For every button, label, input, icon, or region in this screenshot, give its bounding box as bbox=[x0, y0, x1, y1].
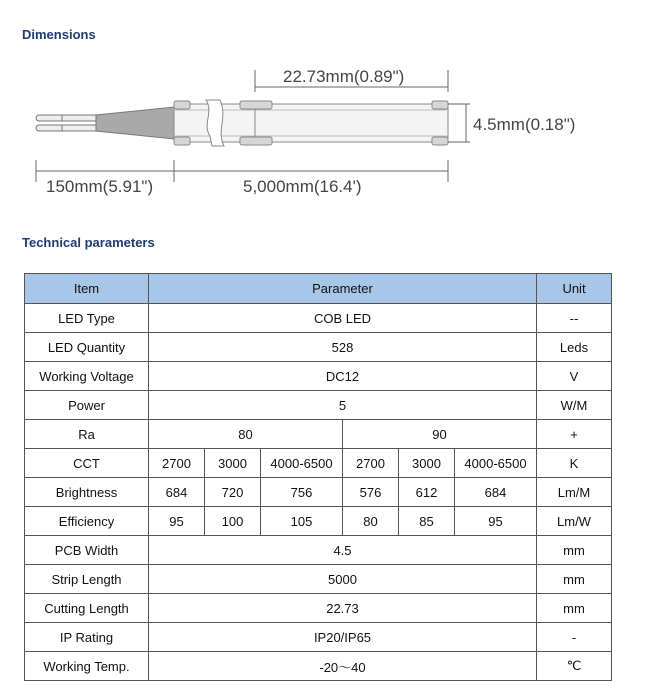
row-value: 2700 bbox=[343, 449, 399, 478]
wire-sleeve bbox=[96, 107, 174, 139]
row-unit: Lm/W bbox=[537, 507, 612, 536]
row-item: Strip Length bbox=[25, 565, 149, 594]
table-row bbox=[25, 594, 612, 623]
row-unit: K bbox=[537, 449, 612, 478]
row-value: 612 bbox=[399, 478, 455, 507]
row-value: 4.5 bbox=[149, 536, 537, 565]
table-header-row bbox=[25, 274, 612, 304]
table-row bbox=[25, 449, 612, 478]
technical-parameters-table bbox=[24, 273, 612, 681]
row-item: Cutting Length bbox=[25, 594, 149, 623]
table-row bbox=[25, 536, 612, 565]
row-unit: -- bbox=[537, 304, 612, 333]
row-value: 2700 bbox=[149, 449, 205, 478]
row-value: 756 bbox=[261, 478, 343, 507]
row-item: Power bbox=[25, 391, 149, 420]
row-value: 95 bbox=[455, 507, 537, 536]
row-value: 4000-6500 bbox=[261, 449, 343, 478]
table-row bbox=[25, 507, 612, 536]
cut-length-label: 22.73mm(0.89") bbox=[283, 67, 405, 86]
row-value: 684 bbox=[455, 478, 537, 507]
header-unit: Unit bbox=[537, 274, 612, 304]
row-value: 5000 bbox=[149, 565, 537, 594]
technical-parameters-heading: Technical parameters bbox=[22, 235, 155, 250]
row-value: 80 bbox=[343, 507, 399, 536]
width-label: 4.5mm(0.18") bbox=[473, 115, 576, 134]
row-value: 90 bbox=[343, 420, 537, 449]
table-row bbox=[25, 333, 612, 362]
row-value: 3000 bbox=[399, 449, 455, 478]
row-value: DC12 bbox=[149, 362, 537, 391]
header-parameter: Parameter bbox=[149, 274, 537, 304]
table-row bbox=[25, 420, 612, 449]
table-row bbox=[25, 391, 612, 420]
row-value: 95 bbox=[149, 507, 205, 536]
row-item: Working Temp. bbox=[25, 652, 149, 681]
row-unit: mm bbox=[537, 565, 612, 594]
lead-wires bbox=[36, 115, 96, 131]
row-value: IP20/IP65 bbox=[149, 623, 537, 652]
table-row bbox=[25, 623, 612, 652]
row-value: 80 bbox=[149, 420, 343, 449]
row-unit: mm bbox=[537, 594, 612, 623]
row-value: 720 bbox=[205, 478, 261, 507]
table-row bbox=[25, 565, 612, 594]
row-value: 100 bbox=[205, 507, 261, 536]
row-item: Brightness bbox=[25, 478, 149, 507]
lead-length-label: 150mm(5.91") bbox=[46, 177, 154, 196]
table-row bbox=[25, 304, 612, 333]
strip-dimension-diagram bbox=[0, 55, 650, 205]
row-unit: - bbox=[537, 623, 612, 652]
row-unit: mm bbox=[537, 536, 612, 565]
row-value: COB LED bbox=[149, 304, 537, 333]
table-row bbox=[25, 652, 612, 681]
row-value: 576 bbox=[343, 478, 399, 507]
row-value: -20～40 bbox=[149, 652, 537, 681]
table-row bbox=[25, 362, 612, 391]
row-item: Efficiency bbox=[25, 507, 149, 536]
row-item: IP Rating bbox=[25, 623, 149, 652]
row-unit: Leds bbox=[537, 333, 612, 362]
strip-length-label: 5,000mm(16.4') bbox=[243, 177, 362, 196]
row-value: 85 bbox=[399, 507, 455, 536]
row-value: 4000-6500 bbox=[455, 449, 537, 478]
row-item: Ra bbox=[25, 420, 149, 449]
row-unit: ℃ bbox=[537, 652, 612, 681]
row-value: 684 bbox=[149, 478, 205, 507]
row-unit: Lm/M bbox=[537, 478, 612, 507]
row-value: 22.73 bbox=[149, 594, 537, 623]
row-unit: W/M bbox=[537, 391, 612, 420]
row-item: LED Quantity bbox=[25, 333, 149, 362]
header-item: Item bbox=[25, 274, 149, 304]
row-item: CCT bbox=[25, 449, 149, 478]
row-value: 105 bbox=[261, 507, 343, 536]
dimensions-heading: Dimensions bbox=[22, 27, 96, 42]
row-item: LED Type bbox=[25, 304, 149, 333]
row-item: PCB Width bbox=[25, 536, 149, 565]
row-value: 528 bbox=[149, 333, 537, 362]
row-unit: V bbox=[537, 362, 612, 391]
row-item: Working Voltage bbox=[25, 362, 149, 391]
row-value: 3000 bbox=[205, 449, 261, 478]
table-row bbox=[25, 478, 612, 507]
row-value: 5 bbox=[149, 391, 537, 420]
row-unit: + bbox=[537, 420, 612, 449]
